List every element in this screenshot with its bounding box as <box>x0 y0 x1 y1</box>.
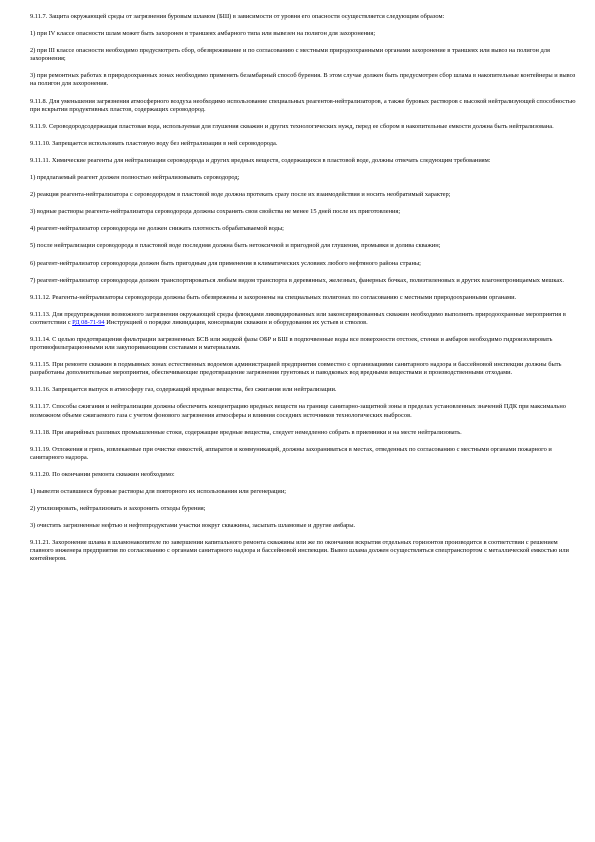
paragraph-9-11-12: 9.11.12. Реагенты-нейтрализаторы сероводорода должны быть обезврежены и захоронены на специальных полигонах по согласованию с местными природоохранными органами. <box>30 293 517 301</box>
paragraph-item-3: 3) при ремонтных работах в природоохранных зонах необходимо применять безамбарный способ бурения. В этом случае должен быть предусмотрен сбор шлама в накопительные контейнеры и вывоз на полигон для захоронения. <box>30 72 576 88</box>
paragraph-step-3: 3) очистить загрязненные нефтью и нефтепродуктами участки вокруг скважины, засыпать шламовые и другие амбары. <box>30 522 356 530</box>
paragraph-9-11-10: 9.11.10. Запрещается использовать пластовую воду без нейтрализации в ней сероводорода. <box>30 139 278 147</box>
paragraph-item-1: 1) при IV классе опасности шлам может быть захоронен в траншеях амбарного типа или вывезен на полигон для захоронения; <box>30 30 376 38</box>
paragraph-requirement-2: 2) реакция реагента-нейтрализатора с сероводородом в пластовой воде должна протекать сразу после их взаимодействия и носить необратимый характер; <box>30 191 451 199</box>
paragraph-requirement-1: 1) предлагаемый реагент должен полностью нейтрализовывать сероводород; <box>30 174 240 182</box>
paragraph-9-11-14: 9.11.14. С целью предотвращения фильтрации загрязненных БСВ или жидкой фазы ОБР и БШ в подпочвенные воды все поверхности отстоек, стенки и амбаров необходимо гидроизолировать противофильтрационными или закупоривающими составами и материалами. <box>30 335 553 352</box>
paragraph-9-11-17: 9.11.17. Способы сжигания и нейтрализации должны обеспечить концентрацию вредных веществ на границе санитарно-защитной зоны в пределах установленных значений ПДК при максимально возможном объеме сжигаемого газа с учетом фонового загрязнения атмосферы и влияния соседних источников технологических выбросов. <box>30 403 566 419</box>
paragraph-9-11-20: 9.11.20. По окончании ремонта скважин необходимо: <box>30 470 175 478</box>
paragraph-9-11-15: 9.11.15. При ремонте скважин в подмывных зонах естественных водоемов администрацией предприятия совместно с организациями санитарного надзора и бассейновой инспекции должны быть разработаны дополнительные мероприятия, обеспечивающие предотвращение загрязнения грунтовых и паводковых вод вредными веществами и производственными отходами. <box>30 361 562 377</box>
paragraph-9-11-16: 9.11.16. Запрещается выпуск в атмосферу газ, содержащий вредные вещества, без сжигания или нейтрализации. <box>30 386 337 394</box>
paragraph-item-2: 2) при III классе опасности необходимо предусмотреть сбор, обезвреживание и по согласованию с местными природоохранными органами захоронение в траншеях или вывоз на полигон для захоронения; <box>30 47 550 63</box>
paragraph-9-11-18: 9.11.18. При аварийных разливах промышленные стоки, содержащие вредные вещества, следует немедленно собрать в приемники и на месте нейтрализовать. <box>30 428 462 436</box>
paragraph-9-11-9: 9.11.9. Сероводородсодержащая пластовая вода, используемая для глушения скважин и других технологических нужд, перед ее сбором в накопительные емкости должна быть нейтрализована. <box>30 122 554 130</box>
paragraph-9-11-13-text-before: 9.11.13. Для предупреждения возможного загрязнения окружающей среды флюидами ликвидированных или законсервированных скважин необходимо выполнять природоохранные мероприятия в соответствии с <box>30 310 566 326</box>
paragraph-step-2: 2) утилизировать, нейтрализовать и захоронить отходы бурения; <box>30 505 206 513</box>
paragraph-9-11-21: 9.11.21. Захоронение шлама в шламонакопителе по завершении капитального ремонта скважины или же по окончании вскрытия отдельных горизонтов производится в соответствии с решением главного инженера предприятия по согласованию с органами санитарного надзора и бассейновой инспекции. Вывоз шлама должен осуществляться спецтранспортом с металлической емкостью или контейнером. <box>30 539 569 563</box>
paragraph-9-11-13-text-after: Инструкцией о порядке ликвидации, консервации скважин и оборудования их устьев и стволов. <box>104 318 368 326</box>
paragraph-requirement-7: 7) реагент-нейтрализатор сероводорода должен транспортироваться любым видом транспорта в деревянных, железных, фанерных бочках, полиэтиленовых и других влагонепроницаемых мешках. <box>30 276 564 284</box>
paragraph-step-1: 1) вывезти оставшиеся буровые растворы для повторного их использования или регенерации; <box>30 488 287 495</box>
paragraph-requirement-4: 4) реагент-нейтрализатор сероводорода не должен снижать плотность обрабатываемой воды; <box>30 225 284 233</box>
paragraph-requirement-5: 5) после нейтрализации сероводорода в пластовой воде последняя должна быть нетоксичной и пригодной для глушения, промывки и долива скважин; <box>30 242 441 250</box>
paragraph-9-11-7: 9.11.7. Защита окружающей среды от загрязнения буровым шламом (БШ) в зависимости от уровня его опасности осуществляется следующим образом: <box>30 13 445 20</box>
rd-08-71-94-link[interactable]: РД 08-71-94 <box>72 318 105 326</box>
paragraph-9-11-8: 9.11.8. Для уменьшения загрязнения атмосферного воздуха необходимо использование специальных реагентов-нейтрализаторов, а также буровых растворов с высокой нейтрализующей способностью при вскрытии продуктивных пластов, содержащих сероводород. <box>30 97 576 113</box>
paragraph-requirement-3: 3) водные растворы реагента-нейтрализатора сероводорода должны сохранять свои свойства не менее 15 дней после их приготовления; <box>30 208 401 216</box>
paragraph-9-11-13 <box>30 311 581 327</box>
paragraph-requirement-6: 6) реагент-нейтрализатор сероводорода должен быть пригодным для применения в климатических условиях любого нефтяного района страны; <box>30 259 421 267</box>
paragraph-9-11-11: 9.11.11. Химические реагенты для нейтрализации сероводорода и других вредных веществ, содержащихся в пластовой воде, должны отвечать следующим требованиям: <box>30 156 491 164</box>
paragraph-9-11-19: 9.11.19. Отложения и грязь, извлекаемые при очистке емкостей, аппаратов и коммуникаций, должны захораниваться в местах, отведенных по согласованию с местными органами пожарного и санитарного надзора. <box>30 445 552 461</box>
